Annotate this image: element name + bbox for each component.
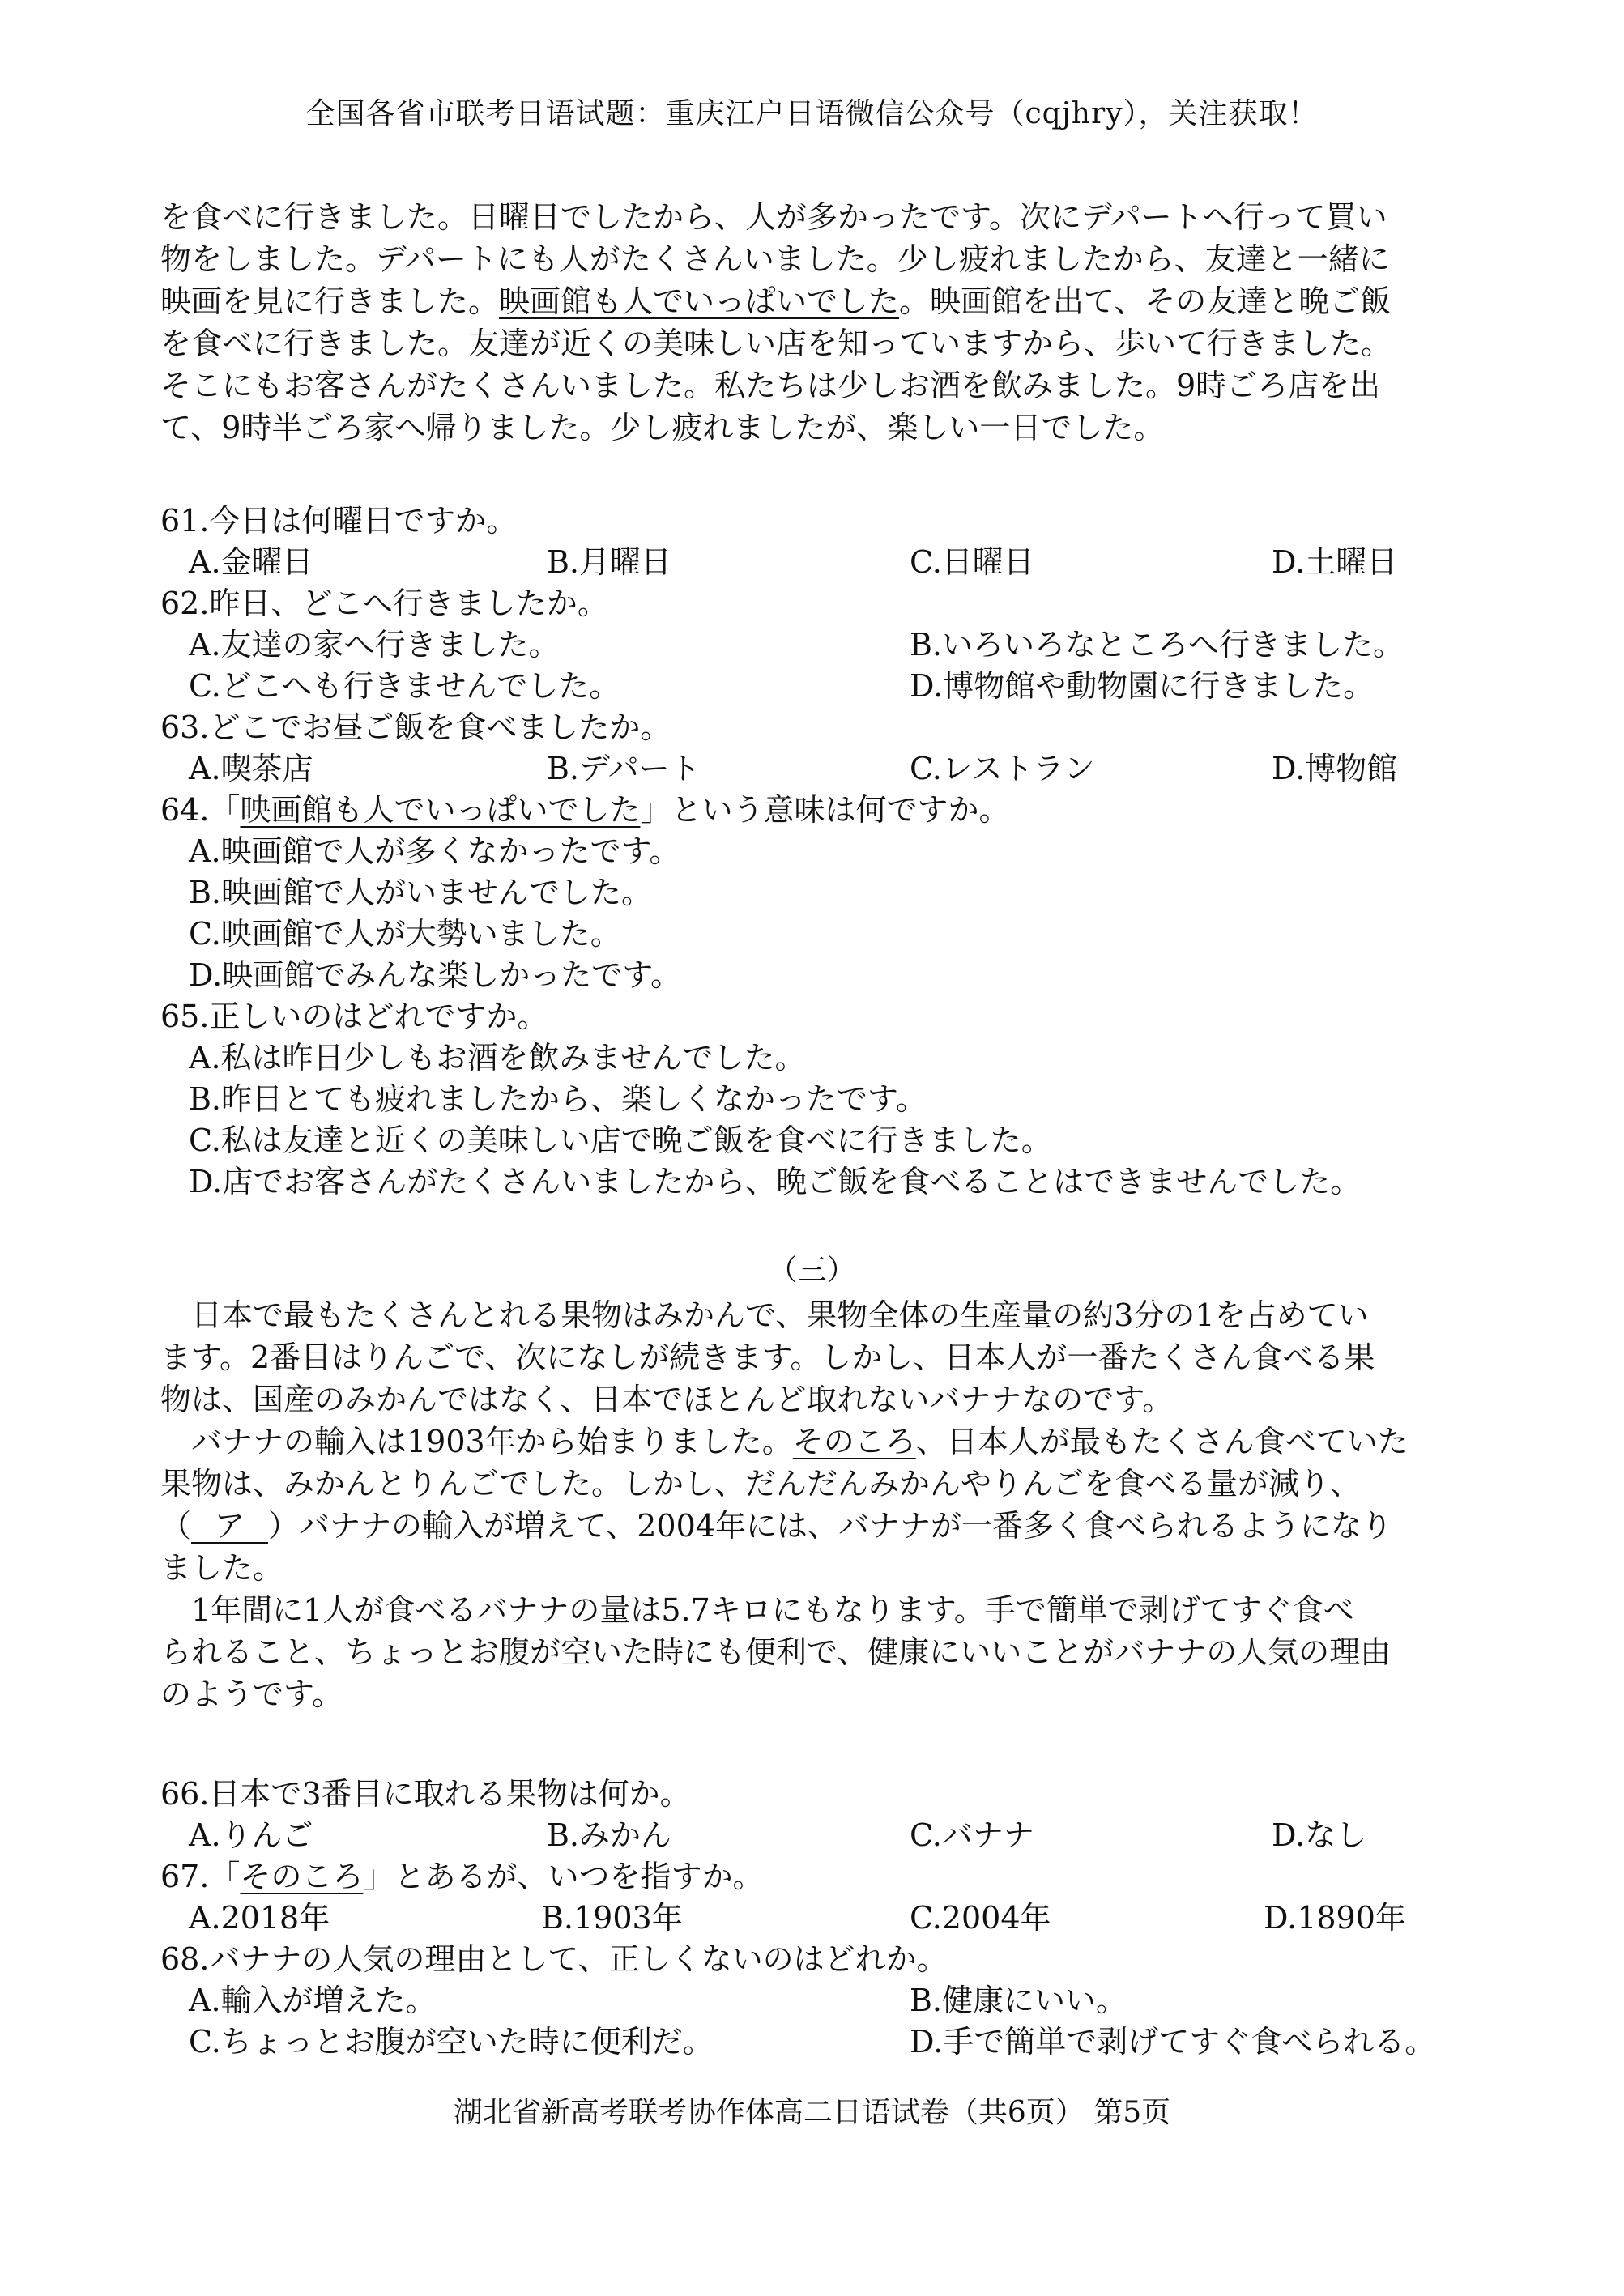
passage-line: を食べに行きました。友達が近くの美味しい店を知っていますから、歩いて行きました。	[160, 326, 1392, 361]
options-67	[160, 1898, 1473, 1939]
option-a[interactable]: A.私は昨日少しもお酒を飲みませんでした。	[189, 1040, 806, 1076]
option-c[interactable]: C.バナナ	[910, 1817, 1034, 1853]
options-61	[160, 542, 1473, 583]
question-61: 61.今日は何曜日ですか。	[160, 503, 518, 539]
option-a[interactable]: A.輸入が増えた。	[189, 1983, 437, 2018]
question-63: 63.どこでお昼ご飯を食べましたか。	[160, 709, 671, 745]
passage-line: 物は、国産のみかんではなく、日本でほとんど取れないバナナなのです。	[160, 1382, 1174, 1417]
option-b[interactable]: B.1903年	[541, 1900, 683, 1936]
question-64	[160, 790, 1473, 831]
passage-text: ）バナナの輸入が増えて、2004年には、バナナが一番多く食べられるようになり	[268, 1508, 1392, 1544]
question-67	[160, 1856, 1473, 1898]
options-62-row1	[160, 624, 1473, 666]
question-65: 65.正しいのはどれですか。	[160, 999, 548, 1034]
underlined-phrase: 映画館も人でいっぱいでした	[499, 283, 900, 319]
page-footer: 湖北省新高考联考协作体高二日语试卷（共6页） 第5页	[453, 2096, 1171, 2129]
option-d[interactable]: D.博物館	[1272, 751, 1398, 786]
option-a[interactable]: A.2018年	[189, 1900, 330, 1936]
options-63	[160, 748, 1473, 790]
passage-text: バナナの輸入は1903年から始まりました。	[191, 1424, 793, 1459]
question-text: 」という意味は何ですか。	[640, 792, 1010, 828]
option-a[interactable]: A.友達の家へ行きました。	[189, 627, 560, 662]
passage-3	[160, 1294, 1473, 1715]
passage-text: 映画を見に行きました。	[160, 283, 500, 319]
option-c[interactable]: C.私は友達と近くの美味しい店で晩ご飯を食べに行きました。	[189, 1122, 1052, 1158]
question-text: 67.「	[160, 1859, 241, 1894]
question-text: 」とあるが、いつを指すか。	[363, 1859, 764, 1894]
question-text: 64.「	[160, 792, 241, 828]
passage-line: ます。2番目はりんごで、次になしが続きます。しかし、日本人が一番たくさん食べる果	[160, 1340, 1375, 1375]
option-c[interactable]: C.どこへも行きませんでした。	[189, 668, 620, 704]
section-heading: （三）	[768, 1254, 856, 1287]
options-66	[160, 1815, 1473, 1856]
passage-line: ました。	[160, 1550, 284, 1586]
option-a[interactable]: A.映画館で人が多くなかったです。	[189, 833, 680, 869]
passage-line: 日本で最もたくさんとれる果物はみかんで、果物全体の生産量の約3分の1を占めてい	[191, 1297, 1369, 1333]
option-b[interactable]: B.デパート	[547, 751, 701, 786]
option-c[interactable]: C.2004年	[910, 1900, 1051, 1936]
option-c[interactable]: C.レストラン	[910, 751, 1095, 786]
option-d[interactable]: D.店でお客さんがたくさんいましたから、晩ご飯を食べることはできませんでした。	[189, 1164, 1362, 1199]
option-c[interactable]: C.日曜日	[910, 544, 1034, 580]
option-a[interactable]: A.喫茶店	[189, 751, 313, 786]
passage-line: て、9時半ごろ家へ帰りました。少し疲れましたが、楽しい一日でした。	[160, 410, 1165, 445]
question-66: 66.日本で3番目に取れる果物は何か。	[160, 1776, 691, 1812]
option-b[interactable]: B.映画館で人がいませんでした。	[189, 875, 653, 910]
passage-line: られること、ちょっとお腹が空いた時にも便利で、健康にいいことがバナナの人気の理由	[160, 1634, 1392, 1670]
underlined-phrase: そのころ	[792, 1424, 916, 1459]
option-d[interactable]: D.なし	[1272, 1817, 1367, 1853]
passage-line: 果物は、みかんとりんごでした。しかし、だんだんみかんやりんごを食べる量が減り、	[160, 1466, 1362, 1502]
options-68-row1	[160, 1980, 1473, 2021]
option-b[interactable]: B.月曜日	[547, 544, 672, 580]
passage-line	[160, 280, 1473, 322]
underlined-phrase: そのころ	[240, 1859, 364, 1894]
passage-text: （	[160, 1508, 192, 1544]
option-d[interactable]: D.映画館でみんな楽しかったです。	[189, 957, 682, 993]
passage-text: 。映画館を出て、その友達と晩ご飯	[899, 283, 1392, 319]
option-a[interactable]: A.金曜日	[189, 544, 313, 580]
page-header: 全国各省市联考日语试题：重庆江户日语微信公众号（cqjhry），关注获取！	[305, 97, 1319, 130]
question-68: 68.バナナの人気の理由として、正しくないのはどれか。	[160, 1941, 948, 1977]
passage-line	[160, 1505, 1473, 1547]
answer-blank[interactable]: ア	[191, 1510, 268, 1544]
option-d[interactable]: D.博物館や動物園に行きました。	[910, 668, 1375, 704]
option-a[interactable]: A.りんご	[189, 1817, 313, 1853]
option-d[interactable]: D.土曜日	[1272, 544, 1398, 580]
passage-2	[160, 196, 1473, 449]
passage-line: のようです。	[160, 1676, 343, 1712]
question-group-66-68	[160, 1774, 1473, 2063]
passage-line: そこにもお客さんがたくさんいました。私たちは少しお酒を飲みました。9時ごろ店を出	[160, 368, 1381, 403]
options-68-row2	[160, 2021, 1473, 2063]
passage-text: 、日本人が最もたくさん食べていた	[915, 1424, 1409, 1459]
option-c[interactable]: C.ちょっとお腹が空いた時に便利だ。	[189, 2024, 714, 2060]
question-62: 62.昨日、どこへ行きましたか。	[160, 586, 608, 621]
option-b[interactable]: B.健康にいい。	[910, 1983, 1127, 2018]
underlined-phrase: 映画館も人でいっぱいでした	[240, 792, 641, 828]
passage-line: 物をしました。デパートにも人がたくさんいました。少し疲れましたから、友達と一緒に	[160, 241, 1390, 277]
option-d[interactable]: D.手で簡単で剥げてすぐ食べられる。	[910, 2024, 1436, 2060]
options-62-row2	[160, 666, 1473, 707]
option-b[interactable]: B.みかん	[547, 1817, 672, 1853]
passage-line	[160, 1421, 1473, 1463]
option-b[interactable]: B.いろいろなところへ行きました。	[910, 627, 1404, 662]
passage-line: 1年間に1人が食べるバナナの量は5.7キロにもなります。手で簡単で剥げてすぐ食べ	[191, 1592, 1354, 1628]
question-group-61-65	[160, 501, 1473, 1203]
option-c[interactable]: C.映画館で人が大勢いました。	[189, 916, 621, 952]
option-d[interactable]: D.1890年	[1264, 1900, 1406, 1936]
option-b[interactable]: B.昨日とても疲れましたから、楽しくなかったです。	[189, 1081, 927, 1117]
passage-line: を食べに行きました。日曜日でしたから、人が多かったです。次にデパートへ行って買い	[160, 199, 1387, 235]
